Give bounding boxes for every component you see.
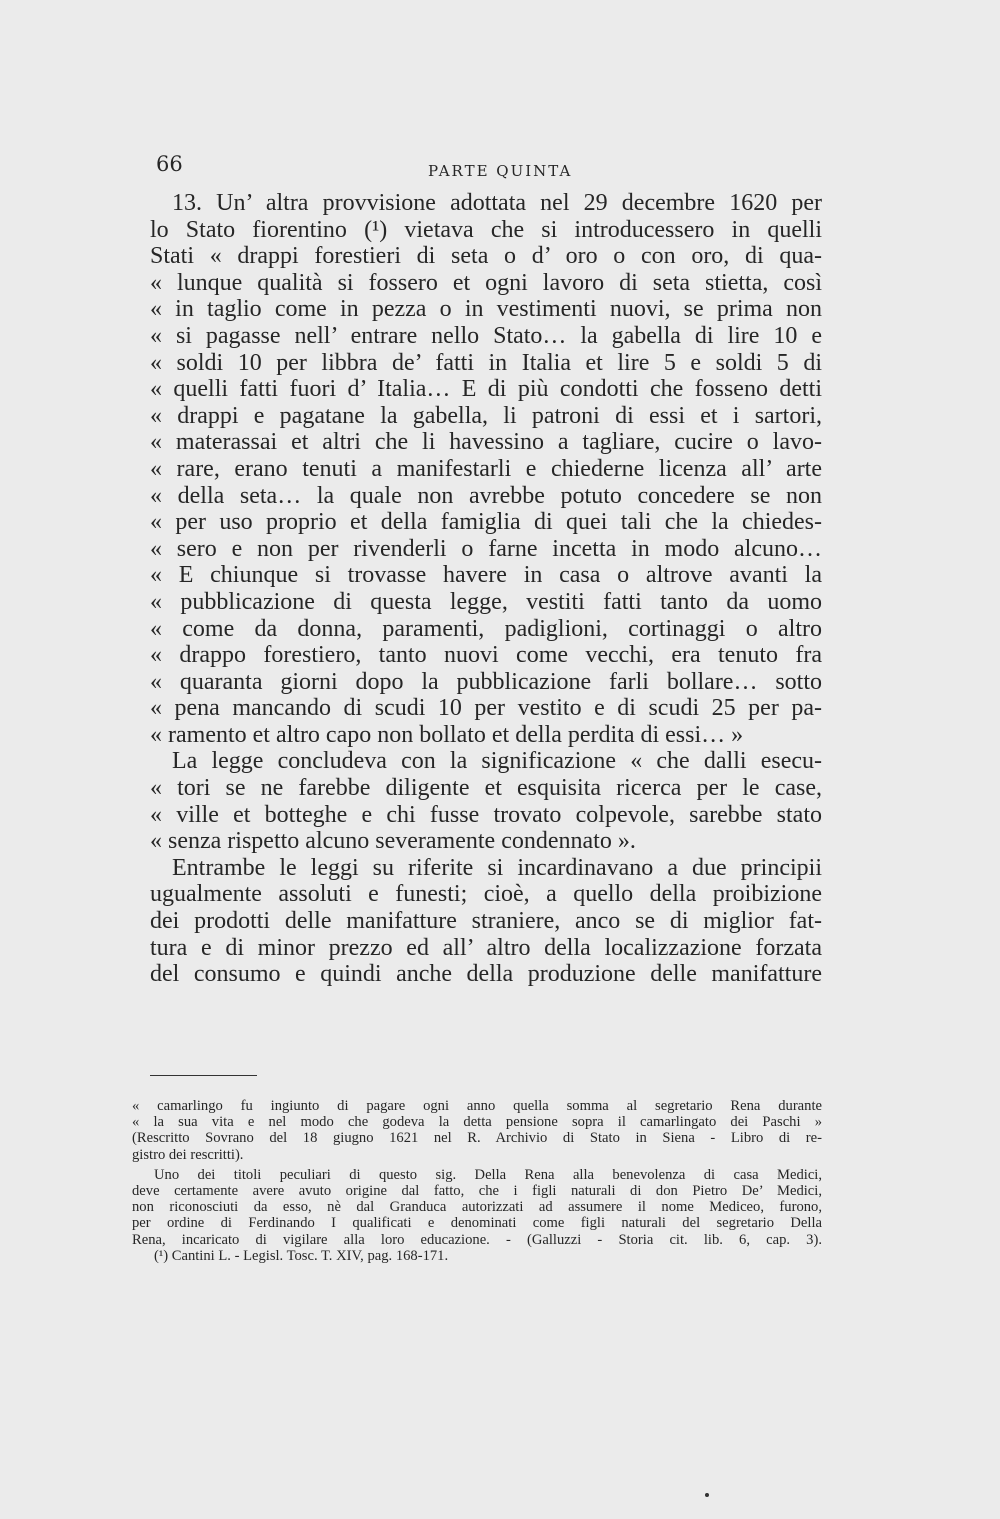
body-line: del consumo e quindi anche della produzione delle manifatture [150, 961, 822, 988]
body-line: « in taglio come in pezza o in vestimenti nuovi, se prima non [150, 296, 822, 323]
body-line: « si pagasse nell’ entrare nello Stato… la gabella di lire 10 e [150, 322, 822, 349]
body-line: « ville et botteghe e chi fusse trovato colpevole, sarebbe stato [150, 801, 822, 828]
body-line: « sero e non per rivenderli o farne incetta in modo alcuno… [150, 535, 822, 562]
footnote-line: gistro dei rescritti). [132, 1146, 244, 1163]
body-line: « drappo forestiero, tanto nuovi come vecchi, era tenuto fra [150, 642, 822, 669]
body-line: Stati « drappi forestieri di seta o d’ oro o con oro, di qua- [150, 243, 822, 270]
body-line: « soldi 10 per libbra de’ fatti in Italia et lire 5 e soldi 5 di [150, 349, 822, 376]
footnote-line: per ordine di Ferdinando I qualificati e denominati come figli naturali del segretario Della [132, 1215, 822, 1232]
body-line: « tori se ne farebbe diligente et esquisita ricerca per le case, [150, 775, 822, 802]
body-line: « rare, erano tenuti a manifestarli e chiederne licenza all’ arte [150, 455, 822, 482]
body-line: La legge concludeva con la significazione « che dalli esecu- [172, 748, 822, 775]
body-line: « drappi e pagatane la gabella, li patroni di essi et i sartori, [150, 402, 822, 429]
body-line: « lunque qualità si fossero et ogni lavoro di seta stietta, così [150, 269, 822, 296]
printing-speck [705, 1493, 709, 1497]
body-line: « per uso proprio et della famiglia di quei tali che la chiedes- [150, 509, 822, 536]
body-line: ugualmente assoluti e funesti; cioè, a quello della proibizione [150, 881, 822, 908]
body-line: « della seta… la quale non avrebbe potuto concedere se non [150, 482, 822, 509]
footnote-divider [150, 1075, 257, 1076]
body-line: « come da donna, paramenti, padiglioni, cortinaggi o altro [150, 615, 822, 642]
footnotes [132, 1098, 822, 1264]
page-header [150, 152, 820, 188]
footnote-line: « camarlingo fu ingiunto di pagare ogni anno quella somma al segretario Rena durante [132, 1098, 822, 1114]
footnote-line: « la sua vita e nel modo che godeva la detta pensione sopra il camarlingato dei Paschi » [132, 1114, 822, 1131]
footnote-line: Uno dei titoli peculiari di questo sig. Della Rena alla benevolenza di casa Medici, [154, 1166, 822, 1183]
body-line: Entrambe le leggi su riferite si incardinavano a due principii [172, 854, 822, 881]
body-line: « ramento et altro capo non bollato et della perdita di essi… » [150, 721, 744, 748]
footnote-line: non riconosciuti da esso, nè dal Granduca autorizzati ad assumere il nome Mediceo, furono, [132, 1199, 822, 1216]
body-line: 13. Un’ altra provvisione adottata nel 29 decembre 1620 per [172, 190, 822, 216]
running-head: PARTE QUINTA [428, 162, 573, 180]
body-line: dei prodotti delle manifatture straniere, anco se di miglior fat- [150, 908, 822, 935]
main-text [150, 190, 822, 988]
footnote-line: (Rescritto Sovrano del 18 giugno 1621 nel R. Archivio di Stato in Siena - Libro di re- [132, 1130, 822, 1147]
body-line: « senza rispetto alcuno severamente condennato ». [150, 828, 636, 855]
body-line: « quaranta giorni dopo la pubblicazione farli bollare… sotto [150, 668, 822, 695]
footnote-line: deve certamente avere avuto origine dal fatto, che i figli naturali di don Pietro De’ Medici, [132, 1182, 822, 1199]
body-line: lo Stato fiorentino (¹) vietava che si introducessero in quelli [150, 216, 822, 243]
page-number: 66 [156, 152, 183, 176]
body-line: « materassai et altri che li havessino a tagliare, cucire o lavo- [150, 429, 822, 456]
footnote-line: Rena, incaricato di vigilare alla loro educazione. - (Galluzzi - Storia cit. lib. 6, cap. 3). [132, 1231, 822, 1248]
body-line: tura e di minor prezzo ed all’ altro della localizzazione forzata [150, 934, 822, 961]
body-line: « quelli fatti fuori d’ Italia… E di più condotti che fosseno detti [150, 376, 822, 403]
body-line: « E chiunque si trovasse havere in casa o altrove avanti la [150, 562, 822, 589]
body-line: « pubblicazione di questa legge, vestiti fatti tanto da uomo [150, 588, 822, 615]
footnote-line: (¹) Cantini L. - Legisl. Tosc. T. XIV, pag. 168-171. [154, 1247, 449, 1264]
body-line: « pena mancando di scudi 10 per vestito e di scudi 25 per pa- [150, 695, 822, 722]
